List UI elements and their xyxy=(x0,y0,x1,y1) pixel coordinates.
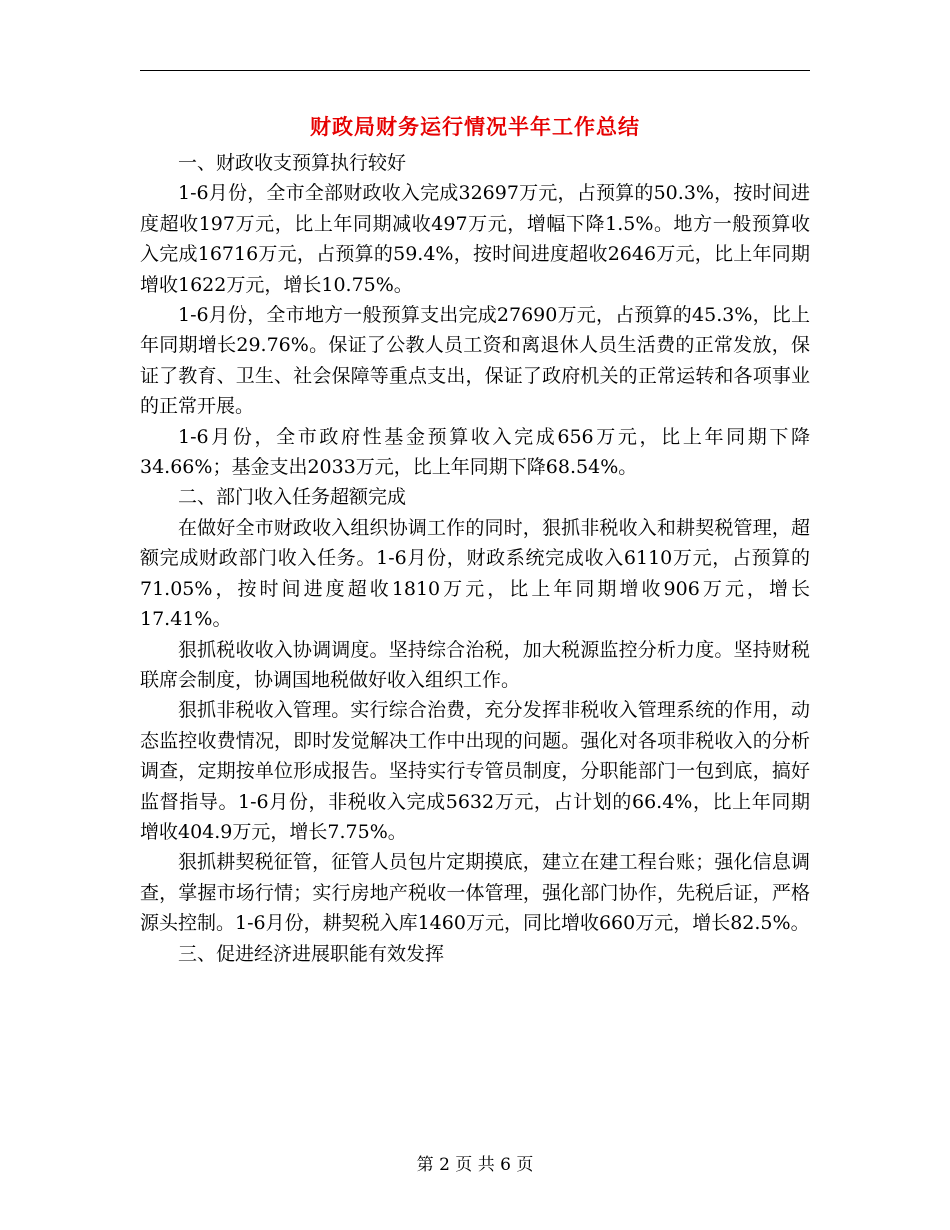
section-heading-2: 二、部门收入任务超额完成 xyxy=(178,486,407,509)
paragraph: 狠抓税收收入协调调度。坚持综合治税，加大税源监控分析力度。坚持财税联席会制度，协调国地税做好收入组织工作。 xyxy=(140,638,810,691)
paragraph: 狠抓非税收入管理。实行综合治费，充分发挥非税收入管理系统的作用，动态监控收费情况，即时发觉解决工作中出现的问题。强化对各项非税收入的分析调查，定期按单位形成报告。坚持实行专管员制度，分职能部门一包到底，搞好监督指导。1-6月份，非税收入完成5632万元，占计划的66.4%，比上年同期增收404.9万元，增长7.75%。 xyxy=(140,699,810,843)
document-body xyxy=(140,148,810,969)
section-heading-3: 三、促进经济进展职能有效发挥 xyxy=(178,942,445,965)
paragraph: 1-6月份，全市地方一般预算支出完成27690万元，占预算的45.3%，比上年同期增长29.76%。保证了公教人员工资和离退休人员生活费的正常发放，保证了教育、卫生、社会保障等重点支出，保证了政府机关的正常运转和各项事业的正常开展。 xyxy=(140,304,810,418)
header-rule xyxy=(140,70,810,71)
paragraph: 狠抓耕契税征管，征管人员包片定期摸底，建立在建工程台账；强化信息调查，掌握市场行情；实行房地产税收一体管理，强化部门协作，先税后证，严格源头控制。1-6月份，耕契税入库1460万元，同比增收660万元，增长82.5%。 xyxy=(140,851,810,935)
paragraph: 1-6月份，全市全部财政收入完成32697万元，占预算的50.3%，按时间进度超收197万元，比上年同期减收497万元，增幅下降1.5%。地方一般预算收入完成16716万元，占预算的59.4%，按时间进度超收2646万元，比上年同期增收1622万元，增长10.75%。 xyxy=(140,182,810,296)
section-heading-1: 一、财政收支预算执行较好 xyxy=(178,152,407,174)
paragraph: 1-6月份，全市政府性基金预算收入完成656万元，比上年同期下降34.66%；基金支出2033万元，比上年同期下降68.54%。 xyxy=(140,425,810,479)
page-number: 第 2 页 共 6 页 xyxy=(416,1155,534,1175)
document-title: 财政局财务运行情况半年工作总结 xyxy=(310,114,640,139)
paragraph: 在做好全市财政收入组织协调工作的同时，狠抓非税收入和耕契税管理，超额完成财政部门收入任务。1-6月份，财政系统完成收入6110万元，占预算的71.05%，按时间进度超收1810万元，比上年同期增收906万元，增长17.41%。 xyxy=(140,516,810,631)
